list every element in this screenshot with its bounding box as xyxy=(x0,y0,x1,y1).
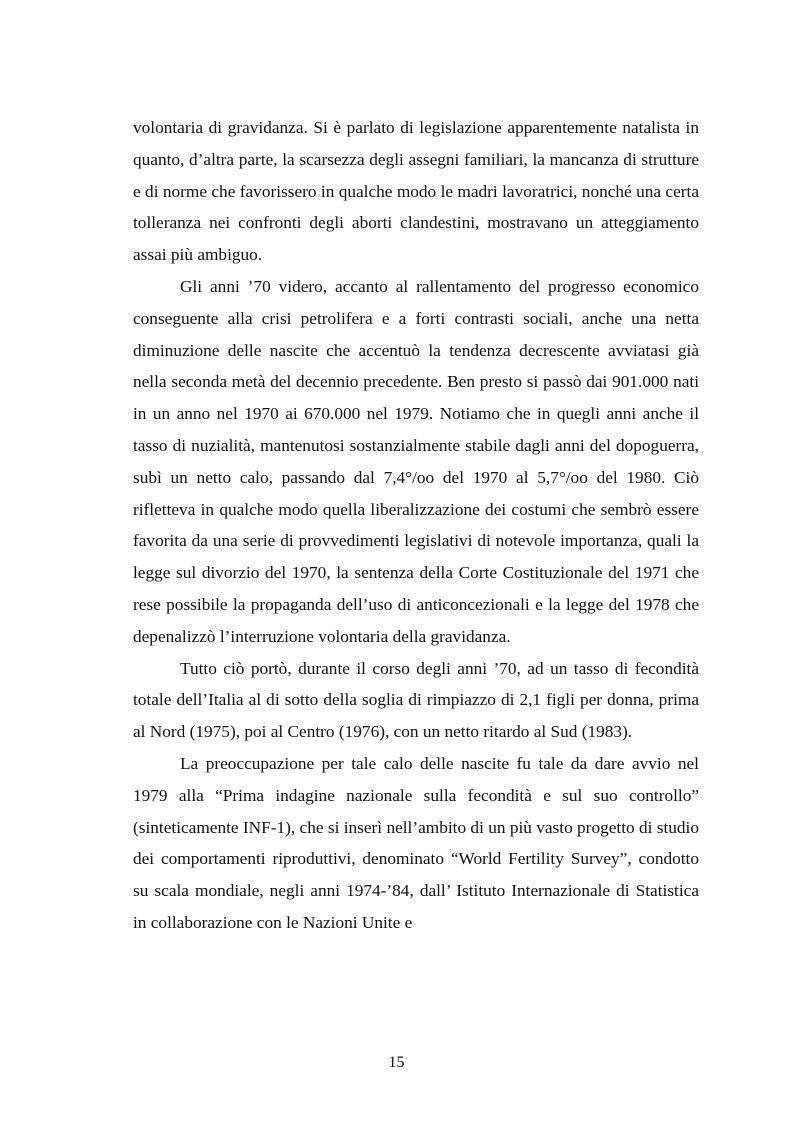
paragraph-anni-70: Gli anni ’70 videro, accanto al rallentamento del progresso economico conseguente alla crisi petrolifera e a forti contrasti sociali, anche una netta diminuzione delle nascite che accentuò la tendenza decrescente avviatasi già nella seconda metà del decennio precedente. Ben presto si passò dai 901.000 nati in un anno nel 1970 ai 670.000 nel 1979. Notiamo che in quegli anni anche il tasso di nuzialità, mantenutosi sostanzialmente stabile dagli anni del dopoguerra, subì un netto calo, passando dal 7,4°/oo del 1970 al 5,7°/oo del 1980. Ciò rifletteva in qualche modo quella liberalizzazione dei costumi che sembrò essere favorita da una serie di provvedimenti legislativi di notevole importanza, quali la legge sul divorzio del 1970, la sentenza della Corte Costituzionale del 1971 che rese possibile la propaganda dell’uso di anticoncezionali e la legge del 1978 che depenalizzò l’interruzione volontaria della gravidanza. xyxy=(133,276,699,646)
paragraph-continuation: volontaria di gravidanza. Si è parlato di legislazione apparentemente natalista in quanto, d’altra parte, la scarsezza degli assegni familiari, la mancanza di strutture e di norme che favorissero in qualche modo le madri lavoratrici, nonché una certa tolleranza nei confronti degli aborti clandestini, mostravano un atteggiamento assai più ambiguo. xyxy=(133,118,699,265)
page-number: 15 xyxy=(388,1054,405,1071)
paragraph-fecondita-totale: Tutto ciò portò, durante il corso degli anni ’70, ad un tasso di fecondità totale dell’Italia al di sotto della soglia di rimpiazzo di 2,1 figli per donna, prima al Nord (1975), poi al Centro (1976), con un netto ritardo al Sud (1983). xyxy=(133,658,699,742)
page-body xyxy=(133,112,699,939)
paragraph-indagine-nazionale: La preoccupazione per tale calo delle nascite fu tale da dare avvio nel 1979 alla “Prima indagine nazionale sulla fecondità e sul suo controllo” (sinteticamente INF-1), che si inserì nell’ambito di un più vasto progetto di studio dei comportamenti riproduttivi, denominato “World Fertility Survey”, condotto su scala mondiale, negli anni 1974-’84, dall’ Istituto Internazionale di Statistica in collaborazione con le Nazioni Unite e xyxy=(133,753,699,932)
